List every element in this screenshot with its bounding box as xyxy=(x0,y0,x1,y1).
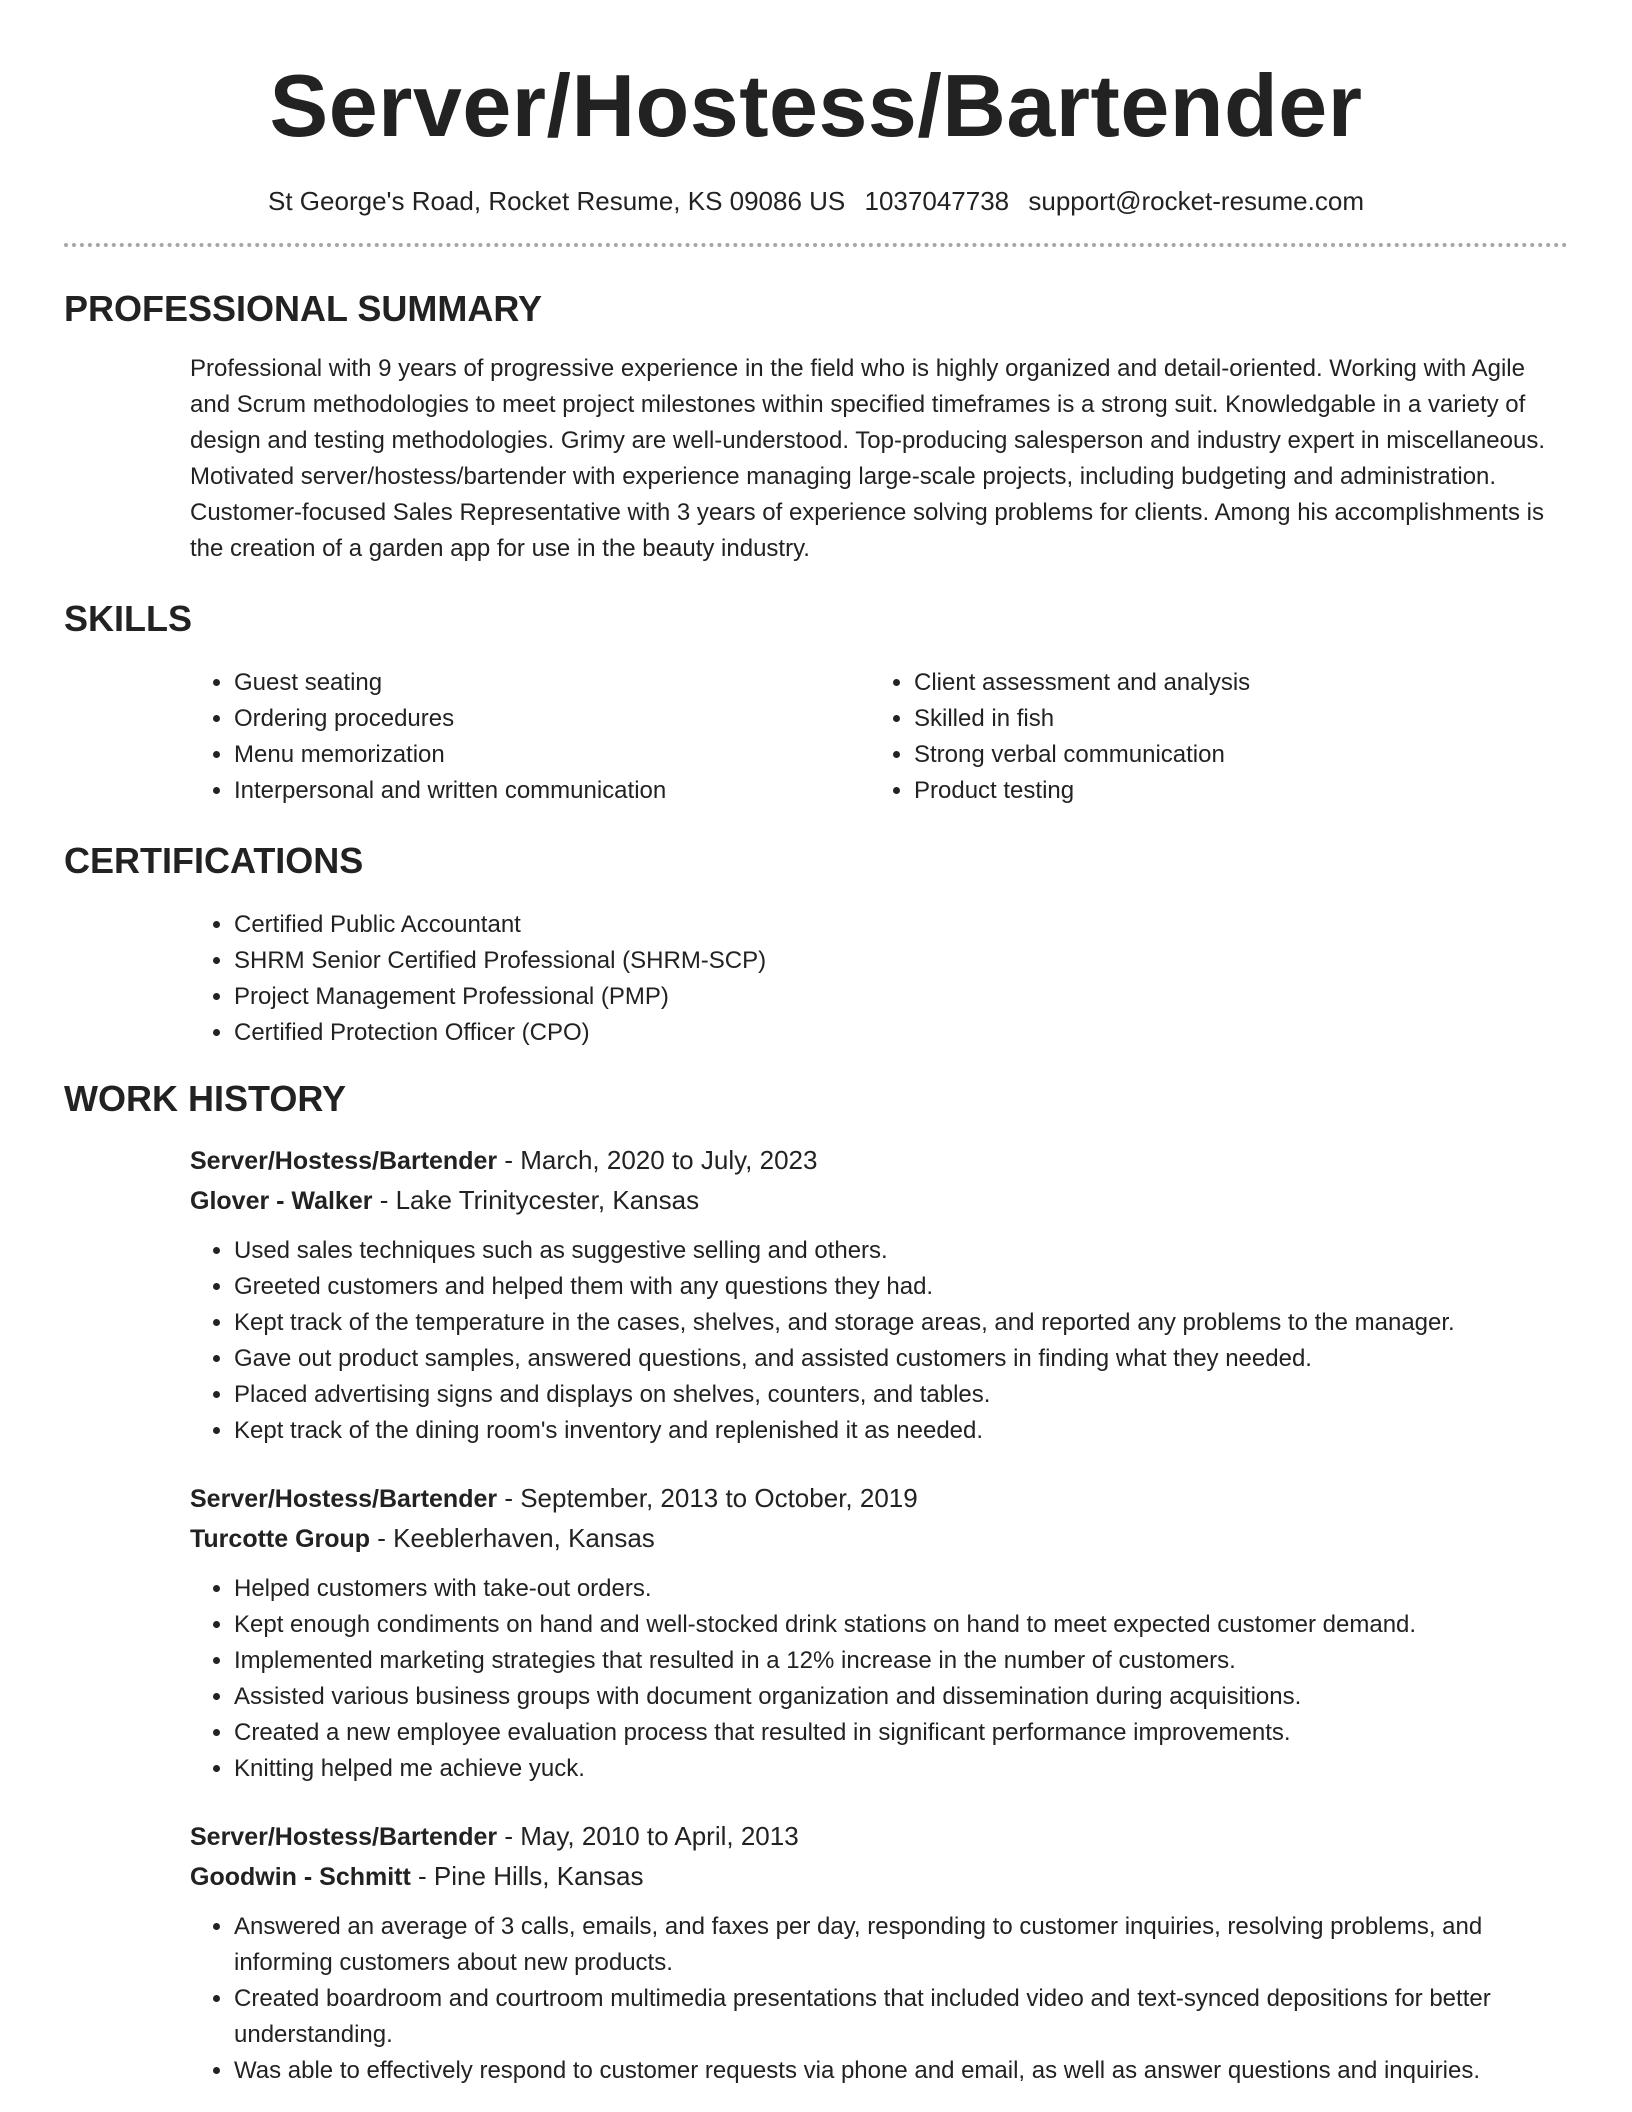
job-duty: • Assisted various business groups with document organization and dissemination during acquisitions. xyxy=(234,1679,1560,1715)
skill-item: • Client assessment and analysis xyxy=(914,665,1550,701)
certification-item: • SHRM Senior Certified Professional (SHRM-SCP) xyxy=(234,943,1560,979)
skill-item: • Guest seating xyxy=(234,665,870,701)
skill-item: • Ordering procedures xyxy=(234,701,870,737)
skill-item: • Interpersonal and written communication xyxy=(234,773,870,809)
job-duty: • Created a new employee evaluation process that resulted in significant performance improvements. xyxy=(234,1715,1560,1751)
contact-email[interactable]: support@rocket-resume.com xyxy=(1028,186,1364,216)
job-duty: • Implemented marketing strategies that resulted in a 12% increase in the number of customers. xyxy=(234,1643,1560,1679)
job-role: Server/Hostess/Bartender xyxy=(190,1147,498,1175)
job-duty: • Knitting helped me achieve yuck. xyxy=(234,1751,1560,1787)
contact-address: St George's Road, Rocket Resume, KS 09086 US xyxy=(268,186,846,216)
job-company: Turcotte Group xyxy=(190,1525,371,1553)
contact-line xyxy=(64,185,1568,217)
skills-column-left xyxy=(190,665,870,809)
job-duties xyxy=(190,1909,1560,2089)
job-duty: • Was able to effectively respond to customer requests via phone and email, as well as answer questions and inquiries. xyxy=(234,2053,1560,2089)
job-role: Server/Hostess/Bartender xyxy=(190,1823,498,1851)
skill-item: • Strong verbal communication xyxy=(914,737,1550,773)
job-company-line xyxy=(190,1181,1560,1221)
job-location: - Pine Hills, Kansas xyxy=(410,1861,644,1891)
skills-heading: SKILLS xyxy=(64,598,193,639)
resume-page xyxy=(64,0,1568,2089)
job-duty: • Gave out product samples, answered questions, and assisted customers in finding what they needed. xyxy=(234,1341,1560,1377)
job-company: Goodwin - Schmitt xyxy=(190,1863,411,1891)
header-divider xyxy=(64,243,1568,247)
summary-text: Professional with 9 years of progressive experience in the field who is highly organized and detail-oriented. Working with Agile and Scrum methodologies to meet project milestones within specified timeframes is a strong suit. Knowledgable in a variety of design and testing methodologies. Grimy are well-understood. Top-producing salesperson and industry expert in miscellaneous. Motivated server/hostess/bartender with experience managing large-scale projects, including budgeting and administration. Customer-focused Sales Representative with 3 years of experience solving problems for clients. Among his accomplishments is the creation of a garden app for use in the beauty industry. xyxy=(190,355,1545,562)
certifications-heading: CERTIFICATIONS xyxy=(64,840,364,881)
job-duty: • Kept enough condiments on hand and well-stocked drink stations on hand to meet expected customer demand. xyxy=(234,1607,1560,1643)
skill-item: • Product testing xyxy=(914,773,1550,809)
job-dates: - September, 2013 to October, 2019 xyxy=(497,1483,918,1513)
resume-name: Server/Hostess/Bartender xyxy=(269,56,1363,155)
job-location: - Lake Trinitycester, Kansas xyxy=(372,1185,700,1215)
certification-item: • Certified Protection Officer (CPO) xyxy=(234,1015,1560,1051)
job-company: Glover - Walker xyxy=(190,1187,373,1215)
skills-column-right xyxy=(870,665,1550,809)
job-duty: • Placed advertising signs and displays on shelves, counters, and tables. xyxy=(234,1377,1560,1413)
job-duty: • Helped customers with take-out orders. xyxy=(234,1571,1560,1607)
job-duty: • Created boardroom and courtroom multimedia presentations that included video and text-synced depositions for better understanding. xyxy=(234,1981,1560,2053)
job-entry xyxy=(190,1817,1560,2089)
job-title-line xyxy=(190,1479,1560,1519)
job-duty: • Kept track of the temperature in the cases, shelves, and storage areas, and reported any problems to the manager. xyxy=(234,1305,1560,1341)
job-duty: • Greeted customers and helped them with any questions they had. xyxy=(234,1269,1560,1305)
job-title-line xyxy=(190,1141,1560,1181)
skill-item: • Skilled in fish xyxy=(914,701,1550,737)
job-title-line xyxy=(190,1817,1560,1857)
job-company-line xyxy=(190,1857,1560,1897)
job-duties xyxy=(190,1571,1560,1787)
job-entry xyxy=(190,1479,1560,1787)
job-location: - Keeblerhaven, Kansas xyxy=(370,1523,655,1553)
skills-list xyxy=(190,665,1560,809)
certifications-list xyxy=(190,907,1560,1051)
job-dates: - May, 2010 to April, 2013 xyxy=(497,1821,799,1851)
contact-phone: 1037047738 xyxy=(864,186,1010,216)
summary-heading: PROFESSIONAL SUMMARY xyxy=(64,288,543,329)
job-duty: • Kept track of the dining room's inventory and replenished it as needed. xyxy=(234,1413,1560,1449)
skill-item: • Menu memorization xyxy=(234,737,870,773)
job-role: Server/Hostess/Bartender xyxy=(190,1485,498,1513)
certification-item: • Certified Public Accountant xyxy=(234,907,1560,943)
certification-item: • Project Management Professional (PMP) xyxy=(234,979,1560,1015)
job-dates: - March, 2020 to July, 2023 xyxy=(497,1145,818,1175)
job-company-line xyxy=(190,1519,1560,1559)
job-entry xyxy=(190,1141,1560,1449)
job-duty: • Used sales techniques such as suggestive selling and others. xyxy=(234,1233,1560,1269)
job-duty: • Answered an average of 3 calls, emails, and faxes per day, responding to customer inquiries, resolving problems, and informing customers about new products. xyxy=(234,1909,1560,1981)
job-duties xyxy=(190,1233,1560,1449)
work-history-heading: WORK HISTORY xyxy=(64,1078,347,1119)
